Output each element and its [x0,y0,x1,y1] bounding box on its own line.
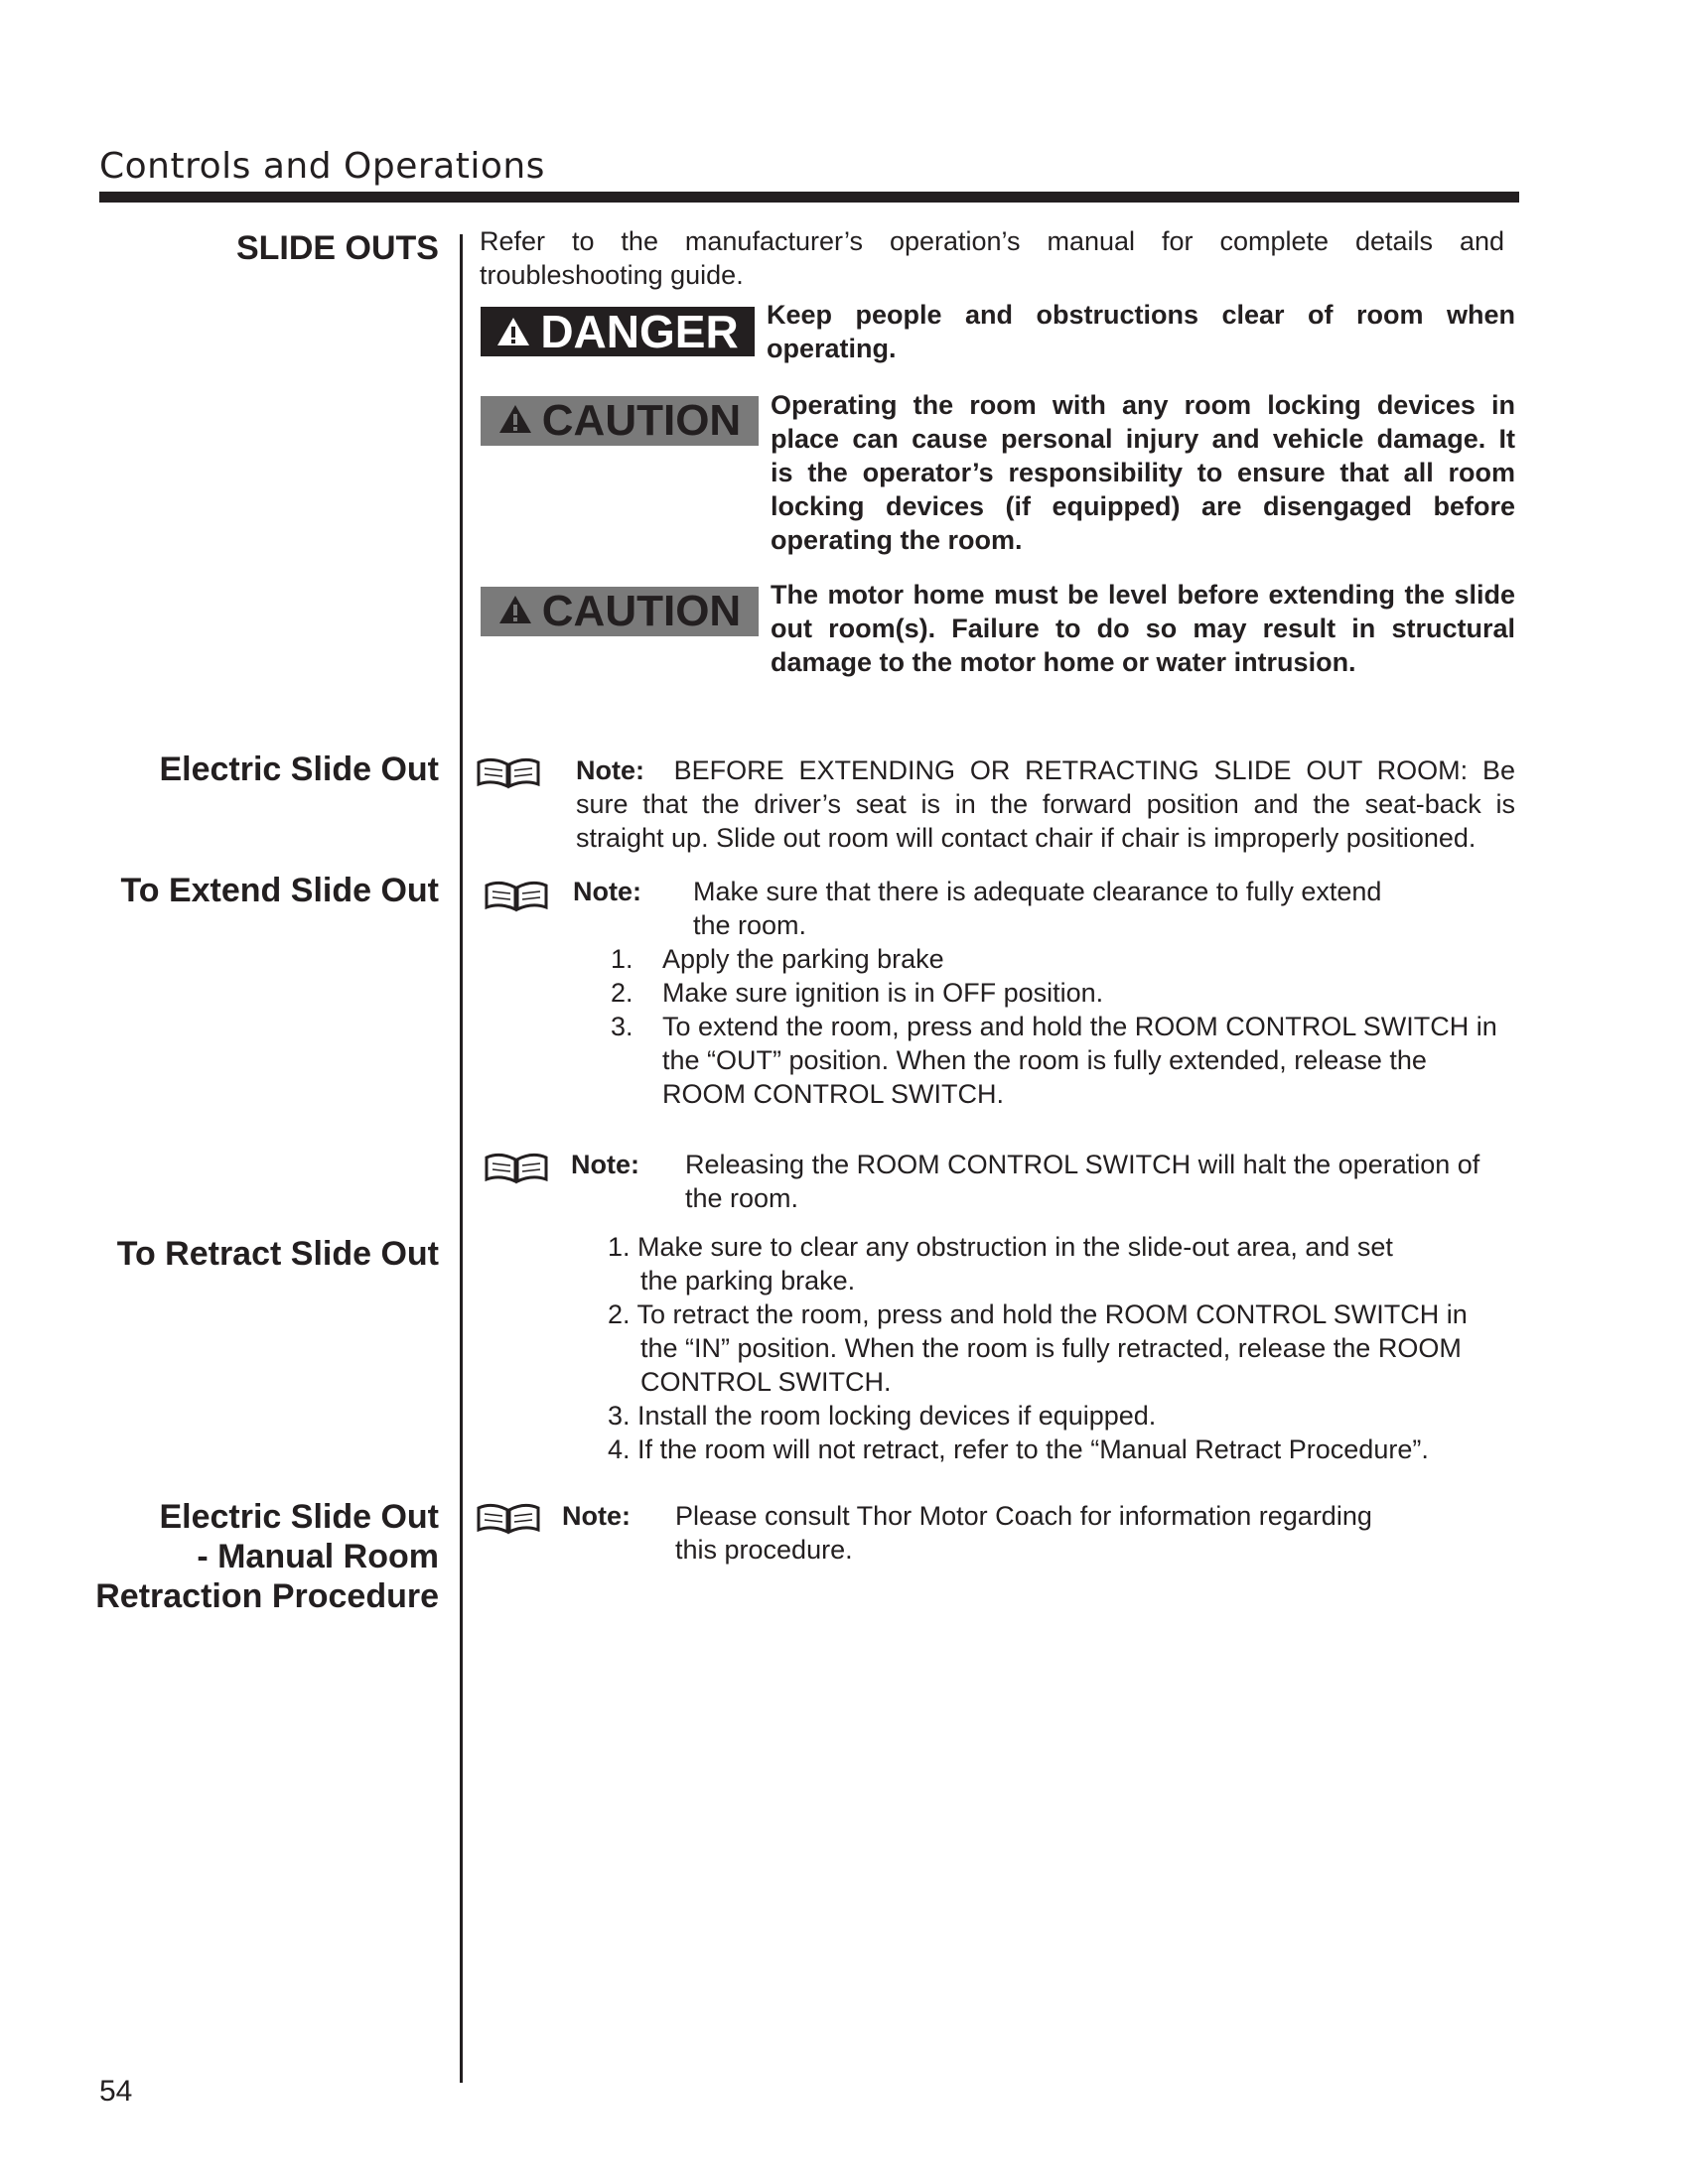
list-item-continued: CONTROL SWITCH. [640,1367,892,1397]
warning-triangle-icon [496,305,530,358]
caution1-line: operating the room. [771,525,1023,555]
list-item-continued: the “IN” position. When the room is fully retracted, release the ROOM [640,1333,1462,1363]
note-electric-line3: straight up. Slide out room will contact chair if chair is improperly positioned. [576,823,1477,853]
caution-badge-1 [481,396,759,446]
intro-line1: Refer to the manufacturer’s operation’s manual for complete details and [480,226,1504,256]
open-book-icon [477,1500,540,1536]
list-item-continued: the “OUT” position. When the room is fully extended, release the [662,1045,1427,1075]
caution2-line: The motor home must be level before extending the slide [771,580,1515,610]
caution1-line: Operating the room with any room locking devices in [771,390,1515,420]
list-item-continued: the parking brake. [640,1266,856,1296]
caution-label-2: CAUTION [541,587,742,635]
caution1-line: place can cause personal injury and vehicle damage. It [771,424,1515,454]
note-electric-line1 [576,753,1515,787]
retract-steps-list [608,1230,1521,1466]
note-label: Note: [571,1150,639,1179]
note-extend-text [693,875,1507,942]
heading-manual-line3: Retraction Procedure [95,1577,439,1615]
note-manual-line1: Please consult Thor Motor Coach for information regarding [675,1501,1372,1531]
open-book-icon [485,1150,548,1185]
page-header-title: Controls and Operations [99,146,545,187]
warning-triangle-icon [498,587,532,636]
note-label: Note: [573,877,641,906]
note-label: Note: [562,1501,631,1531]
intro-line2: troubleshooting guide. [480,260,744,290]
note-release-line1: Releasing the ROOM CONTROL SWITCH will halt the operation of [685,1150,1480,1179]
note-electric [576,753,1515,855]
danger-badge [481,307,755,356]
heading-to-retract: To Retract Slide Out [116,1235,439,1273]
heading-electric-slide-out: Electric Slide Out [159,751,439,788]
note-label: Note: [576,755,644,785]
note-release-text [685,1148,1509,1215]
danger-line2: operating. [767,334,897,363]
caution1-line: locking devices (if equipped) are disengaged before [771,491,1515,521]
open-book-icon [485,878,548,913]
note-electric-line2: sure that the driver’s seat is in the forward position and the seat-back is [576,789,1515,819]
caution-text-1 [771,388,1515,557]
caution-badge-2 [481,587,759,636]
caution2-line: out room(s). Failure to do so may result in structural [771,614,1515,643]
list-item: 1. Make sure to clear any obstruction in the slide-out area, and set [608,1232,1393,1262]
intro-paragraph [480,224,1504,292]
note-manual-line2: this procedure. [675,1535,853,1565]
danger-text [767,298,1515,365]
list-item-continued: ROOM CONTROL SWITCH. [662,1079,1004,1109]
caution1-line: is the operator’s responsibility to ensure that all room [771,458,1515,487]
note-extend-line1: Make sure that there is adequate clearance to fully extend [693,877,1382,906]
note-manual-text [675,1499,1509,1567]
heading-manual-line1: Electric Slide Out [159,1498,439,1536]
heading-manual-retraction [95,1497,439,1616]
list-item: 3. Install the room locking devices if equipped. [608,1401,1157,1431]
danger-label: DANGER [540,306,739,357]
page-number: 54 [99,2075,133,2108]
caution-text-2 [771,578,1515,679]
note-release-line2: the room. [685,1183,799,1213]
heading-manual-line2: - Manual Room [197,1538,439,1575]
heading-to-extend: To Extend Slide Out [120,872,439,909]
extend-steps-list [611,942,1524,1111]
warning-triangle-icon [498,396,532,446]
heading-slide-outs: SLIDE OUTS [235,229,439,267]
list-item: 2. To retract the room, press and hold the ROOM CONTROL SWITCH in [608,1299,1468,1329]
column-divider [460,234,463,2083]
list-item: 3. To extend the room, press and hold the ROOM CONTROL SWITCH in [611,1012,1497,1041]
open-book-icon [477,754,540,790]
list-item: 1. Apply the parking brake [611,944,944,974]
header-rule [99,192,1519,203]
note-extend-line2: the room. [693,910,807,940]
caution2-line: damage to the motor home or water intrusion. [771,647,1356,677]
list-item: 4. If the room will not retract, refer to the “Manual Retract Procedure”. [608,1434,1429,1464]
danger-line1: Keep people and obstructions clear of room when [767,300,1515,330]
note-electric-text: BEFORE EXTENDING OR RETRACTING SLIDE OUT ROOM: Be [673,755,1515,785]
caution-label-1: CAUTION [541,396,742,445]
list-item: 2. Make sure ignition is in OFF position. [611,978,1104,1008]
